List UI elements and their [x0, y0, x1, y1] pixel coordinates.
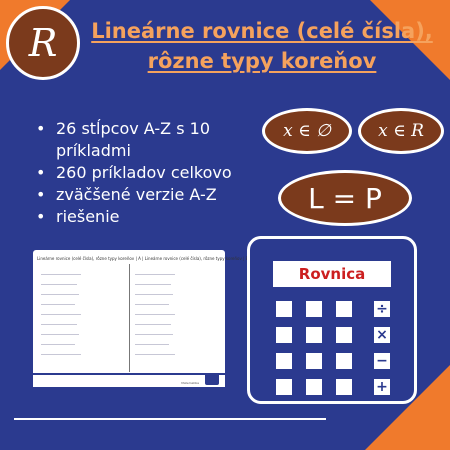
calculator-icon: [205, 373, 219, 385]
divide-icon: ÷: [374, 301, 390, 317]
plus-icon: +: [374, 379, 390, 395]
worksheet-line: [135, 324, 171, 325]
calculator-key: [306, 327, 322, 343]
worksheet-line: [41, 314, 81, 315]
divider-line: [14, 418, 326, 420]
worksheet-line: [41, 274, 81, 275]
minus-icon: −: [374, 353, 390, 369]
calculator-key: [276, 301, 292, 317]
calculator-illustration: [247, 236, 417, 404]
worksheet-line: [41, 294, 79, 295]
worksheet-line: [135, 274, 175, 275]
logo-letter: R: [28, 21, 58, 65]
worksheet-line: [135, 354, 175, 355]
worksheet-column-divider: [129, 264, 130, 372]
calculator-key: [306, 301, 322, 317]
calculator-key: [336, 379, 352, 395]
worksheet-line: [41, 284, 77, 285]
feature-item: • zväčšené verzie A-Z: [36, 184, 276, 206]
worksheet-line: [135, 294, 173, 295]
calculator-key: [276, 379, 292, 395]
calculator-key: [306, 353, 322, 369]
calculator-key: [306, 379, 322, 395]
worksheet-line: [135, 284, 171, 285]
worksheet-line: [41, 334, 79, 335]
worksheet-line: [41, 344, 75, 345]
page-title: [86, 16, 438, 76]
logo-badge: [6, 6, 80, 80]
worksheet-line: [135, 304, 169, 305]
calculator-screen: Rovnica: [273, 261, 391, 287]
worksheet-line: [41, 354, 81, 355]
calculator-key: [336, 353, 352, 369]
calculator-key: [336, 327, 352, 343]
worksheet-line: [41, 304, 75, 305]
worksheet-line: [135, 334, 173, 335]
feature-item: • riešenie: [36, 206, 276, 228]
empty-set-badge: x ∈ ∅: [262, 108, 352, 154]
feature-list: [36, 118, 276, 228]
multiply-icon: ×: [374, 327, 390, 343]
calculator-key: [276, 353, 292, 369]
equality-badge: L = P: [278, 170, 412, 226]
worksheet-line: [41, 324, 77, 325]
feature-item: • 260 príkladov celkovo: [36, 162, 276, 184]
calculator-key: [276, 327, 292, 343]
worksheet-header: Lineárne rovnice (celé čísla), rôzne typy koreňov | A | Lineárne rovnice (celé čísla), rôzne typy koreňov | B: [37, 256, 249, 261]
feature-item: • 26 stĺpcov A-Z s 10 príkladmi: [36, 118, 276, 162]
worksheet-preview: [33, 250, 249, 387]
worksheet-line: [135, 344, 169, 345]
reals-badge: x ∈ R: [358, 108, 444, 154]
title-line-1: Lineárne rovnice (celé čísla),: [91, 19, 433, 43]
worksheet-line: [135, 314, 175, 315]
worksheet-footer-label: Matematika: [181, 381, 199, 385]
title-line-2: rôzne typy koreňov: [147, 49, 377, 73]
calculator-key: [336, 301, 352, 317]
